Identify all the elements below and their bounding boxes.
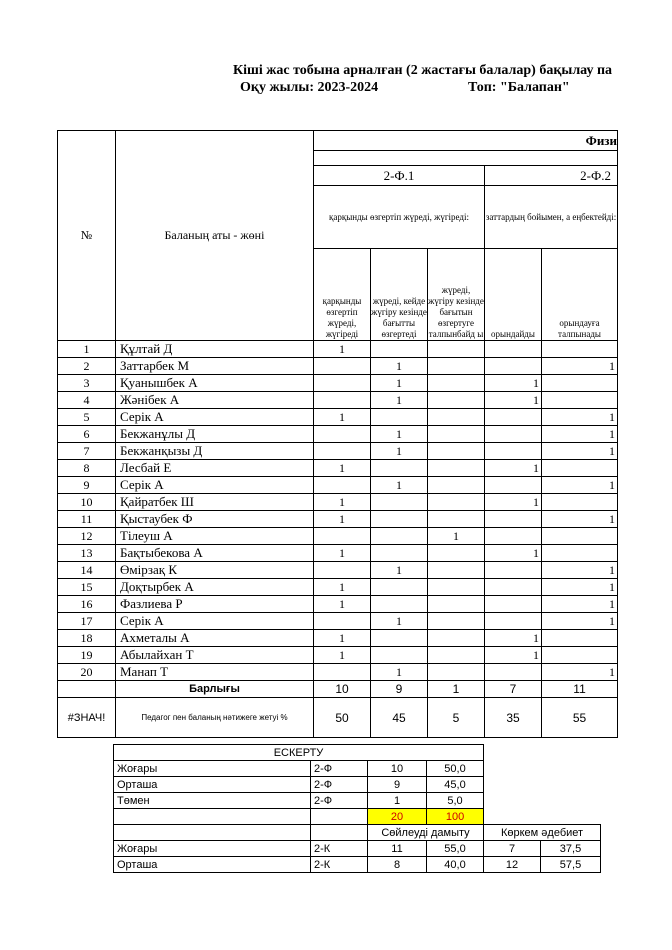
subcolumn-header: жүреді, кейде жүгіру кезінде бағытты өзгертеді (371, 249, 428, 341)
score-cell (428, 409, 485, 426)
score-cell: 1 (314, 647, 371, 664)
child-row (58, 426, 618, 443)
score-cell: 1 (542, 511, 618, 528)
child-row (58, 443, 618, 460)
score-cell (371, 630, 428, 647)
child-row (58, 409, 618, 426)
score-cell (428, 460, 485, 477)
score-cell (428, 341, 485, 358)
score-cell (485, 443, 542, 460)
level-percent: 45,0 (427, 777, 484, 793)
score-cell: 1 (542, 443, 618, 460)
row-number: 7 (58, 443, 116, 460)
child-name: Серік А (116, 613, 314, 630)
child-row (58, 375, 618, 392)
row-number: 12 (58, 528, 116, 545)
literature-count: 7 (484, 841, 541, 857)
error-code: #ЗНАЧ! (58, 698, 116, 738)
group2-code: 2-Ф.2 (485, 166, 618, 186)
score-cell (314, 477, 371, 494)
score-cell: 1 (314, 511, 371, 528)
row-number: 4 (58, 392, 116, 409)
speech-header: Сөйлеуді дамыту (368, 825, 484, 841)
score-cell (542, 494, 618, 511)
child-row (58, 630, 618, 647)
row-number: 20 (58, 664, 116, 681)
speech-percent: 40,0 (427, 857, 484, 873)
speech-count: 8 (368, 857, 427, 873)
child-name: Серік А (116, 477, 314, 494)
score-cell (542, 647, 618, 664)
score-cell (371, 579, 428, 596)
row-number: 13 (58, 545, 116, 562)
child-name: Қыстаубек Ф (116, 511, 314, 528)
score-cell: 1 (542, 409, 618, 426)
score-cell (485, 341, 542, 358)
score-cell (428, 545, 485, 562)
score-cell: 1 (371, 443, 428, 460)
level-label: Орташа (114, 857, 311, 873)
row-number: 8 (58, 460, 116, 477)
row-number: 15 (58, 579, 116, 596)
score-cell (314, 443, 371, 460)
score-cell: 1 (542, 664, 618, 681)
section-title: Физи (314, 131, 618, 151)
score-cell (428, 426, 485, 443)
child-name: Лесбай Е (116, 460, 314, 477)
score-cell: 1 (428, 528, 485, 545)
child-name: Ахметалы А (116, 630, 314, 647)
score-cell: 1 (314, 494, 371, 511)
score-cell: 1 (542, 562, 618, 579)
subcolumn-header: орындайды (485, 249, 542, 341)
row-number: 17 (58, 613, 116, 630)
percentage-value: 45 (371, 698, 428, 738)
score-cell (428, 494, 485, 511)
level-code: 2-К (311, 857, 368, 873)
score-cell: 1 (314, 630, 371, 647)
subcolumn-header: жүреді, жүгіру кезінде бағытын өзгертуге талпынбайд ы (428, 249, 485, 341)
score-cell (428, 511, 485, 528)
score-cell: 1 (314, 341, 371, 358)
child-name: Қайратбек Ш (116, 494, 314, 511)
score-cell (371, 494, 428, 511)
row-number: 16 (58, 596, 116, 613)
subcolumn-header: орындауға талпынады (542, 249, 618, 341)
child-name: Манап Т (116, 664, 314, 681)
note-table (113, 744, 601, 873)
score-cell (428, 579, 485, 596)
score-cell (542, 528, 618, 545)
level-label: Жоғары (114, 841, 311, 857)
score-cell (371, 341, 428, 358)
score-cell: 1 (314, 545, 371, 562)
child-row (58, 545, 618, 562)
score-cell (428, 443, 485, 460)
child-name: Өмірзақ К (116, 562, 314, 579)
score-cell (428, 562, 485, 579)
score-cell (485, 426, 542, 443)
total-value: 7 (485, 681, 542, 698)
score-cell (314, 613, 371, 630)
child-row (58, 562, 618, 579)
total-value: 11 (542, 681, 618, 698)
score-cell (542, 630, 618, 647)
percentage-value: 5 (428, 698, 485, 738)
score-cell (371, 511, 428, 528)
level-label: Орташа (114, 777, 311, 793)
score-cell: 1 (371, 562, 428, 579)
score-cell (485, 528, 542, 545)
total-blank (58, 681, 116, 698)
child-row (58, 494, 618, 511)
score-cell: 1 (485, 392, 542, 409)
column-name-header: Баланың аты - жөні (116, 131, 314, 341)
column-number-header: № (58, 131, 116, 341)
row-number: 6 (58, 426, 116, 443)
row-number: 11 (58, 511, 116, 528)
score-cell (428, 477, 485, 494)
score-cell (542, 375, 618, 392)
score-cell: 1 (485, 545, 542, 562)
child-row (58, 596, 618, 613)
score-cell (371, 528, 428, 545)
score-cell (371, 647, 428, 664)
speech-percent: 55,0 (427, 841, 484, 857)
score-cell (485, 664, 542, 681)
score-cell: 1 (542, 579, 618, 596)
score-cell (428, 375, 485, 392)
score-cell (485, 409, 542, 426)
subcolumn-header: қарқынды өзгертіп жүреді, жүгіреді (314, 249, 371, 341)
score-cell: 1 (371, 392, 428, 409)
score-cell: 1 (485, 375, 542, 392)
percentage-value: 35 (485, 698, 542, 738)
score-cell (428, 630, 485, 647)
group-name: Топ: "Балапан" (468, 80, 570, 95)
score-cell (428, 647, 485, 664)
score-cell (542, 341, 618, 358)
score-cell (428, 358, 485, 375)
level-label: Төмен (114, 793, 311, 809)
score-cell (485, 562, 542, 579)
score-cell (371, 409, 428, 426)
score-cell: 1 (371, 477, 428, 494)
row-number: 19 (58, 647, 116, 664)
score-cell (485, 579, 542, 596)
child-name: Заттарбек М (116, 358, 314, 375)
child-name: Серік А (116, 409, 314, 426)
child-row (58, 477, 618, 494)
score-cell (428, 392, 485, 409)
score-cell (314, 664, 371, 681)
level-percent: 50,0 (427, 761, 484, 777)
child-name: Бекжанұлы Д (116, 426, 314, 443)
child-name: Бақтыбекова А (116, 545, 314, 562)
child-name: Құлтай Д (116, 341, 314, 358)
score-cell (371, 596, 428, 613)
row-number: 18 (58, 630, 116, 647)
score-cell: 1 (485, 460, 542, 477)
score-cell: 1 (314, 460, 371, 477)
score-cell: 1 (314, 409, 371, 426)
child-row (58, 460, 618, 477)
percentage-value: 50 (314, 698, 371, 738)
level-count: 10 (368, 761, 427, 777)
speech-count: 11 (368, 841, 427, 857)
score-cell: 1 (371, 613, 428, 630)
child-name: Доқтырбек А (116, 579, 314, 596)
sum-count: 20 (368, 809, 427, 825)
score-cell: 1 (371, 358, 428, 375)
group2-description: заттардың бойымен, а еңбектейді: (485, 186, 618, 249)
level-count: 9 (368, 777, 427, 793)
score-cell (428, 596, 485, 613)
level-code: 2-Ф (311, 761, 368, 777)
child-row (58, 358, 618, 375)
score-cell: 1 (542, 613, 618, 630)
score-cell (542, 545, 618, 562)
score-cell (314, 562, 371, 579)
level-label: Жоғары (114, 761, 311, 777)
score-cell: 1 (485, 494, 542, 511)
level-count: 1 (368, 793, 427, 809)
level-percent: 5,0 (427, 793, 484, 809)
child-row (58, 664, 618, 681)
assessment-table (57, 130, 618, 738)
score-cell: 1 (314, 596, 371, 613)
literature-count: 12 (484, 857, 541, 873)
school-year: Оқу жылы: 2023-2024 (240, 80, 379, 95)
score-cell: 1 (542, 426, 618, 443)
group1-description: қарқынды өзгертіп жүреді, жүгіреді: (314, 186, 485, 249)
score-cell: 1 (371, 664, 428, 681)
score-cell (542, 392, 618, 409)
score-cell: 1 (485, 647, 542, 664)
child-name: Абылайхан Т (116, 647, 314, 664)
score-cell (485, 477, 542, 494)
row-number: 5 (58, 409, 116, 426)
score-cell: 1 (485, 630, 542, 647)
child-name: Бекжанқызы Д (116, 443, 314, 460)
child-name: Қуанышбек А (116, 375, 314, 392)
score-cell: 1 (371, 375, 428, 392)
score-cell: 1 (371, 426, 428, 443)
score-cell: 1 (542, 596, 618, 613)
total-label: Барлығы (116, 681, 314, 698)
score-cell: 1 (314, 579, 371, 596)
child-row (58, 579, 618, 596)
sum-percent: 100 (427, 809, 484, 825)
score-cell (314, 358, 371, 375)
score-cell (485, 358, 542, 375)
percentage-value: 55 (542, 698, 618, 738)
score-cell (428, 664, 485, 681)
score-cell (485, 613, 542, 630)
score-cell (485, 511, 542, 528)
score-cell (428, 613, 485, 630)
child-row (58, 341, 618, 358)
score-cell (314, 375, 371, 392)
child-row (58, 392, 618, 409)
score-cell (371, 460, 428, 477)
score-cell: 1 (542, 477, 618, 494)
total-value: 10 (314, 681, 371, 698)
row-number: 3 (58, 375, 116, 392)
row-number: 2 (58, 358, 116, 375)
score-cell (314, 426, 371, 443)
score-cell (314, 528, 371, 545)
literature-percent: 37,5 (541, 841, 601, 857)
note-title: ЕСКЕРТУ (114, 745, 484, 761)
score-cell (371, 545, 428, 562)
child-row (58, 511, 618, 528)
row-number: 10 (58, 494, 116, 511)
document-title: Кіші жас тобына арналған (2 жастағы балалар) бақылау па (233, 63, 613, 78)
child-row (58, 647, 618, 664)
child-name: Жәнібек А (116, 392, 314, 409)
child-name: Тілеуш А (116, 528, 314, 545)
total-value: 1 (428, 681, 485, 698)
total-value: 9 (371, 681, 428, 698)
child-row (58, 613, 618, 630)
child-name: Фазлиева Р (116, 596, 314, 613)
score-cell (485, 596, 542, 613)
score-cell: 1 (542, 358, 618, 375)
row-number: 14 (58, 562, 116, 579)
level-code: 2-Ф (311, 777, 368, 793)
percentage-label: Педагог пен баланың нәтижеге жетуі % (116, 698, 314, 738)
child-row (58, 528, 618, 545)
score-cell (542, 460, 618, 477)
literature-header: Көркем әдебиет (484, 825, 601, 841)
group1-code: 2-Ф.1 (314, 166, 485, 186)
row-number: 1 (58, 341, 116, 358)
score-cell (314, 392, 371, 409)
row-number: 9 (58, 477, 116, 494)
blank-header-row (314, 151, 618, 166)
level-code: 2-Ф (311, 793, 368, 809)
literature-percent: 57,5 (541, 857, 601, 873)
level-code: 2-К (311, 841, 368, 857)
